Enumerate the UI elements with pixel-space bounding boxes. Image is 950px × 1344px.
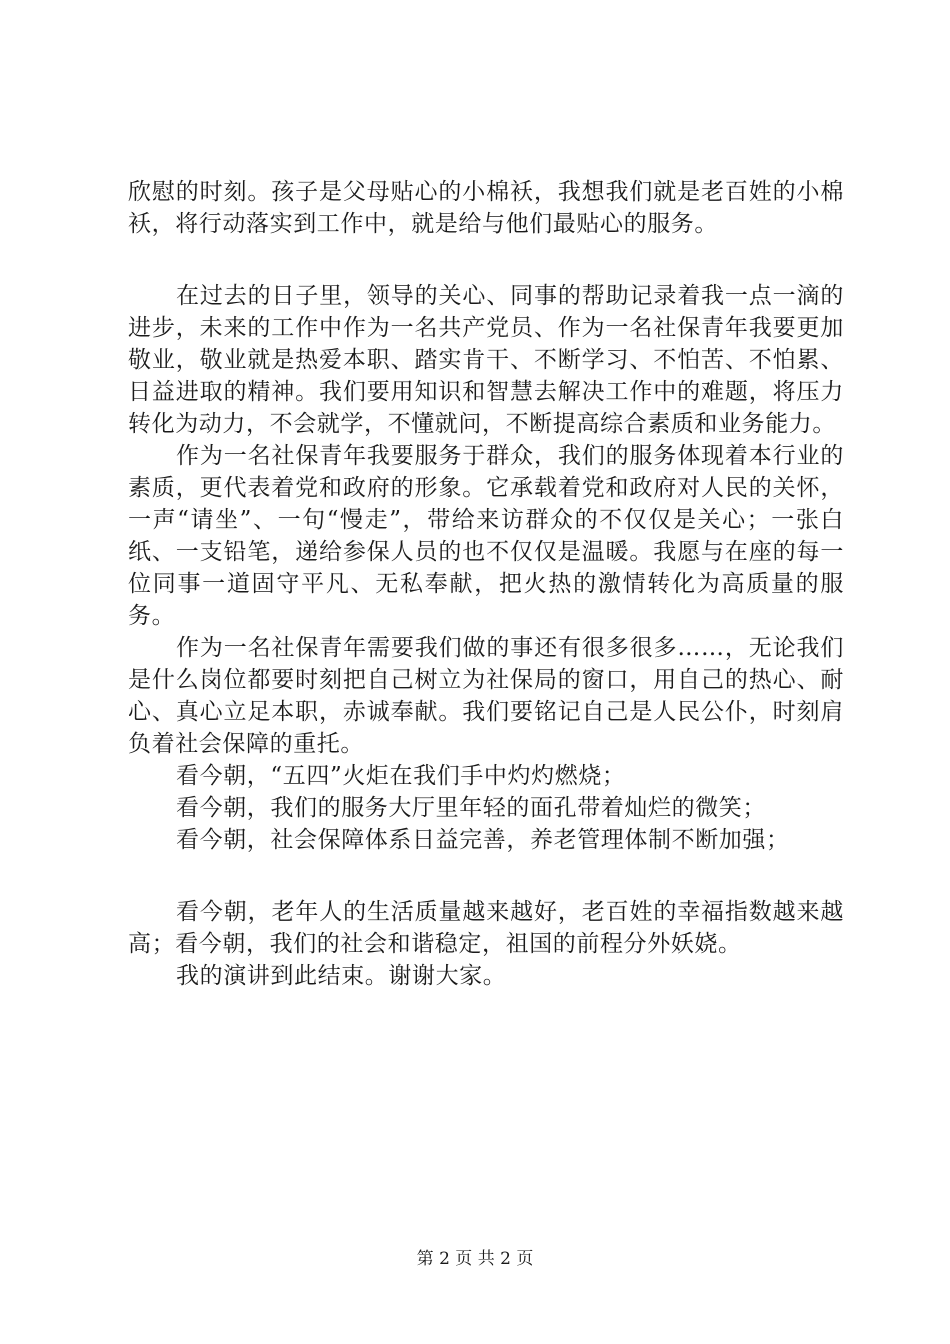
paragraph-look-today-1: 看今朝，“五四”火炬在我们手中灼灼燃烧；: [176, 763, 626, 789]
paragraph-past-days: 在过去的日子里，领导的关心、同事的帮助记录着我一点一滴的进步，未来的工作中作为一名共产党员、作为一名社保青年我要更加敬业，敬业就是热爱本职、踏实肯干、不断学习、不怕苦、不怕累、日益进取的精神。我们要用知识和智慧去解决工作中的难题，将压力转化为动力，不会就学，不懂就问，不断提高综合素质和业务能力。: [128, 283, 844, 437]
paragraph-spacer: [128, 240, 844, 280]
paragraph-look-today-2: 看今朝，我们的服务大厅里年轻的面孔带着灿烂的微笑；: [176, 795, 766, 821]
paragraph-spacer: [128, 856, 844, 896]
paragraph-serve-public: 作为一名社保青年我要服务于群众，我们的服务体现着本行业的素质，更代表着党和政府的形象。它承载着党和政府对人民的关怀，一声“请坐”、一句“慢走”，带给来访群众的不仅仅是关心；一张白纸、一支铅笔，递给参保人员的也不仅仅是温暖。我愿与在座的每一位同事一道固守平凡、无私奉献，把火热的激情转化为高质量的服务。: [128, 443, 844, 629]
paragraph-continuation: 欣慰的时刻。孩子是父母贴心的小棉袄，我想我们就是老百姓的小棉袄，将行动落实到工作中，就是给与他们最贴心的服务。: [128, 179, 844, 237]
paragraph-look-today-4: 看今朝，老年人的生活质量越来越好，老百姓的幸福指数越来越高；看今朝，我们的社会和谐稳定，祖国的前程分外妖娆。: [128, 899, 844, 957]
paragraph-look-today-3: 看今朝，社会保障体系日益完善，养老管理体制不断加强；: [176, 827, 790, 853]
paragraph-much-to-do: 作为一名社保青年需要我们做的事还有很多很多……，无论我们是什么岗位都要时刻把自己树立为社保局的窗口，用自己的热心、耐心、真心立足本职，赤诚奉献。我们要铭记自己是人民公仆，时刻肩负着社会保障的重托。: [128, 635, 844, 757]
page-number-footer: 第 2 页 共 2 页: [416, 1249, 534, 1269]
paragraph-closing: 我的演讲到此结束。谢谢大家。: [176, 963, 507, 989]
document-body: [128, 176, 844, 992]
